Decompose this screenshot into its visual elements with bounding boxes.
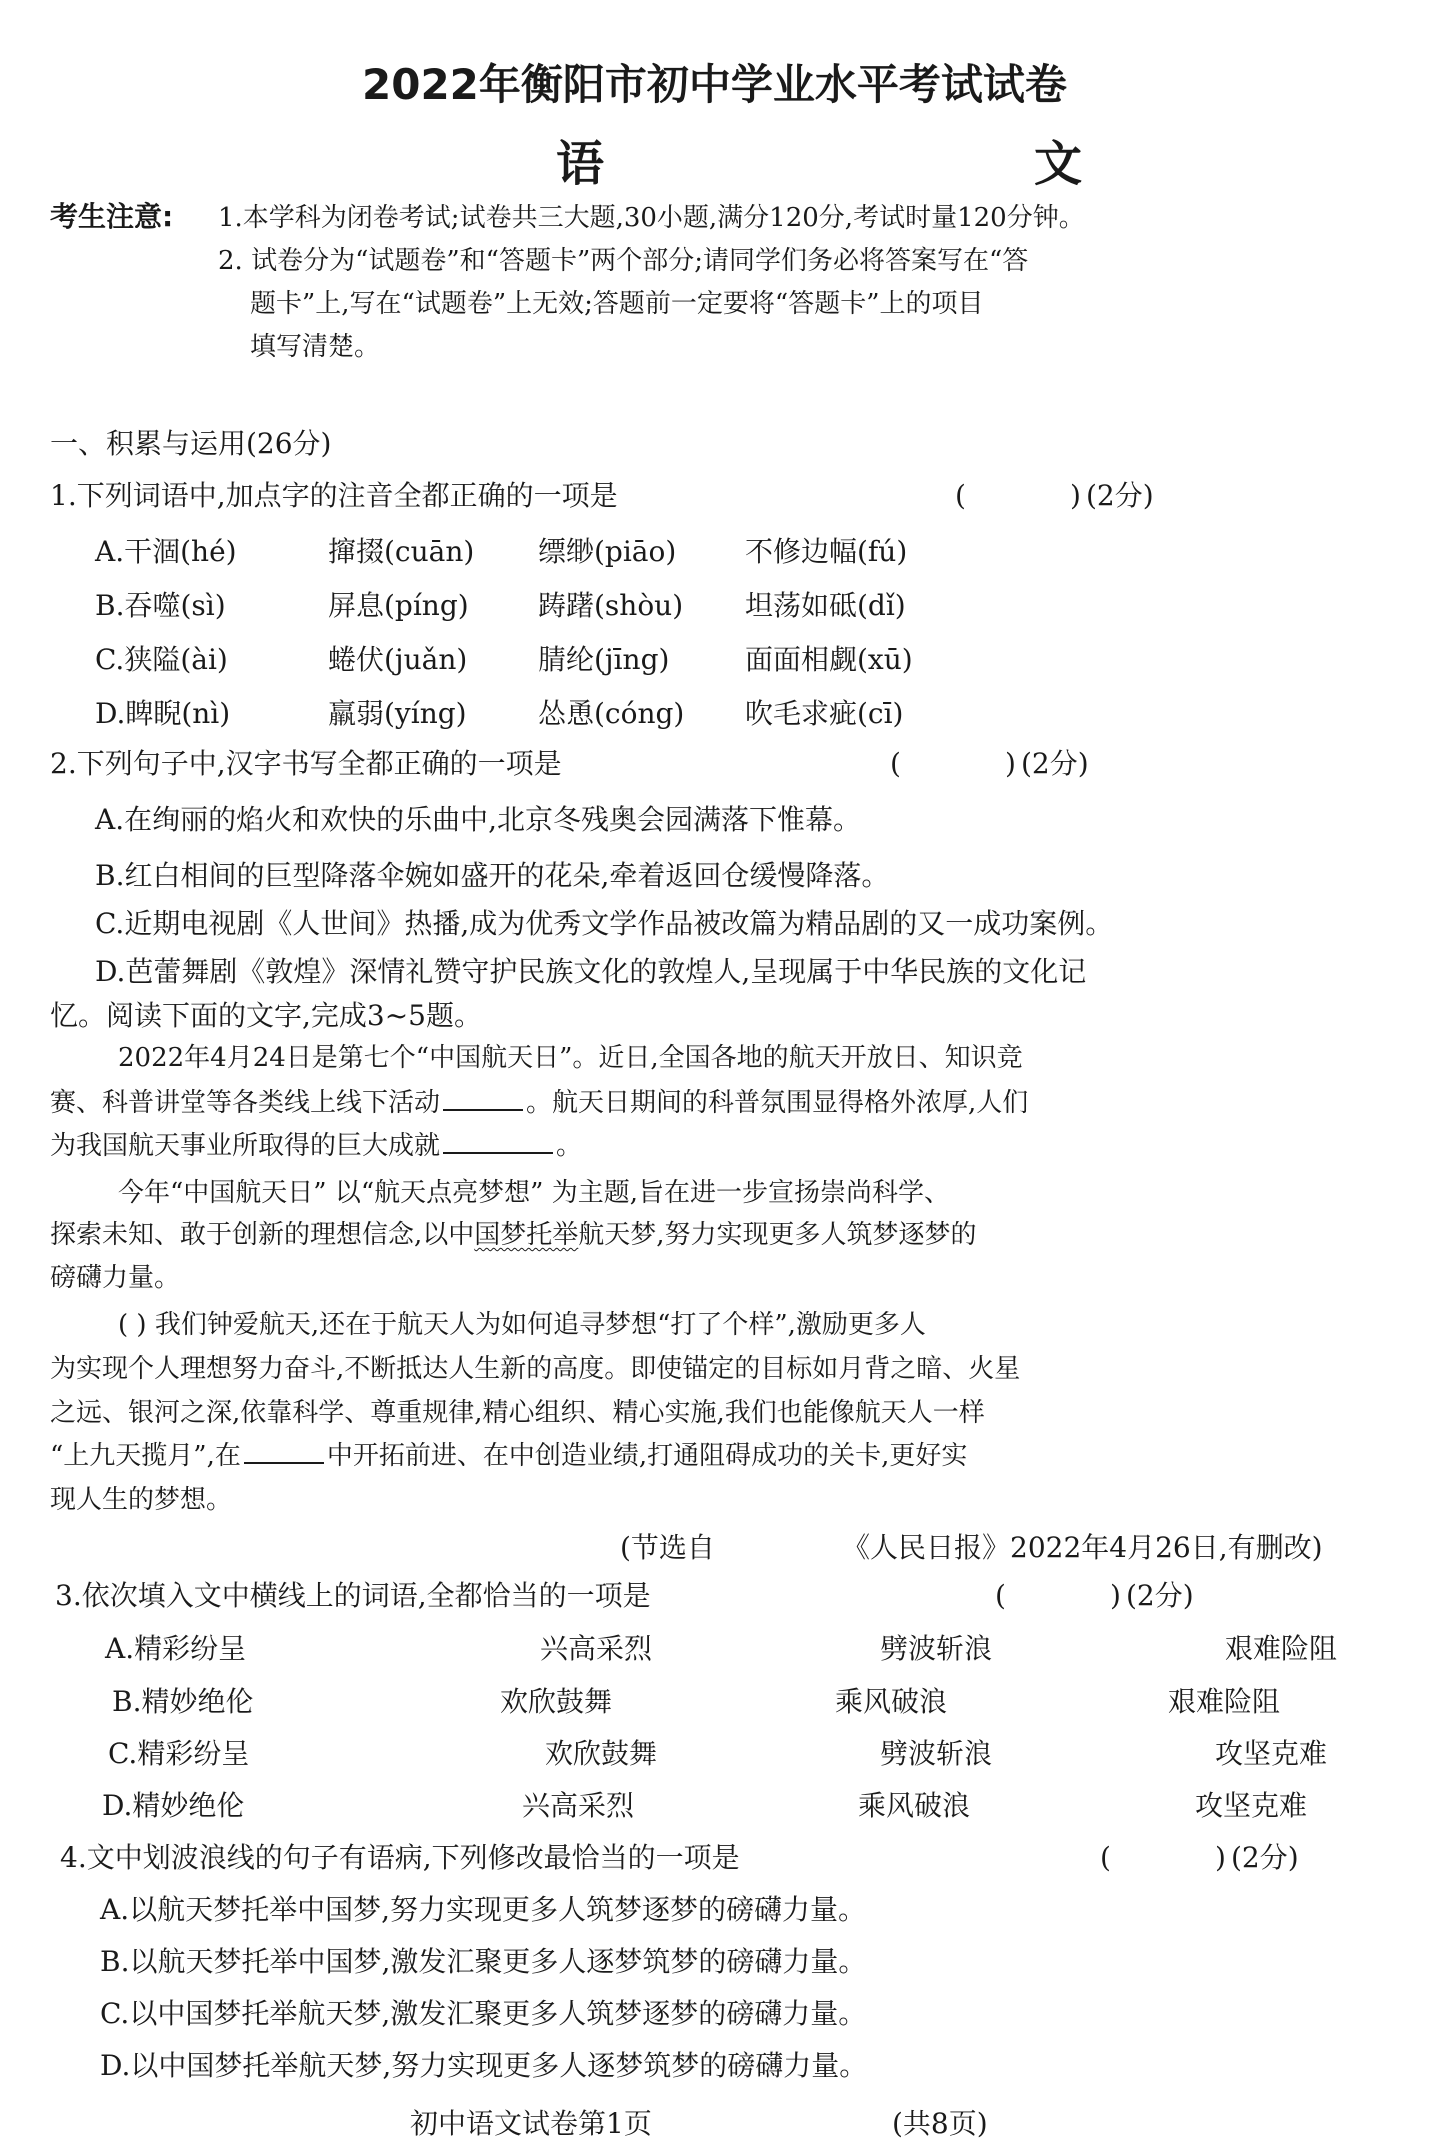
q1-option-b-2: 屏息(píng) (328, 589, 469, 622)
q4-option-b: B.以航天梦托举中国梦,激发汇聚更多人逐梦筑梦的磅礴力量。 (100, 1945, 867, 1978)
subject-char-2: 文 (1034, 136, 1083, 192)
q1-option-c-2: 蜷伏(juǎn) (328, 643, 468, 676)
blank-line-2 (443, 1151, 553, 1154)
q4-paren-close: ) (1215, 1841, 1226, 1874)
passage-line: 磅礴力量。 (50, 1263, 181, 1293)
q3-stem: 3.依次填入文中横线上的词语,全都恰当的一项是 (55, 1579, 651, 1612)
blank-line-3 (244, 1461, 324, 1464)
q1-option-b-3: 踌躇(shòu) (538, 589, 684, 622)
q3-option-c-3: 劈波斩浪 (880, 1737, 993, 1770)
q1-stem: 1.下列词语中,加点字的注音全都正确的一项是 (50, 479, 618, 512)
q2-paren-open: ( (890, 747, 901, 780)
q3-option-a-3: 劈波斩浪 (880, 1632, 993, 1665)
q1-option-b-1: B.吞噬(sì) (95, 589, 226, 622)
q3-option-c-4: 攻坚克难 (1215, 1737, 1328, 1770)
notice-line-3: 题卡”上,写在“试题卷”上无效;答题前一定要将“答题卡”上的项目 (250, 289, 984, 319)
q3-option-a-4: 艰难险阻 (1225, 1632, 1338, 1665)
q3-option-a-2: 兴高采烈 (540, 1632, 653, 1665)
passage-line: 赛、科普讲堂等各类线上线下活动 。航天日期间的科普氛围显得格外浓厚,人们 (50, 1088, 1029, 1118)
q2-option-a: A.在绚丽的焰火和欢快的乐曲中,北京冬残奥会园满落下惟幕。 (95, 803, 862, 836)
q2-option-c: C.近期电视剧《人世间》热播,成为优秀文学作品被改篇为精品剧的又一成功案例。 (95, 907, 1114, 940)
q1-option-d-2: 羸弱(yíng) (328, 697, 467, 730)
q3-option-d-4: 攻坚克难 (1195, 1789, 1308, 1822)
q2-option-d: D.芭蕾舞剧《敦煌》深情礼赞守护民族文化的敦煌人,呈现属于中华民族的文化记 (95, 955, 1087, 988)
q1-option-a-1: A.干涸(hé) (95, 535, 237, 568)
q3-paren-close: ) (1110, 1579, 1121, 1612)
passage-line: 2022年4月24日是第七个“中国航天日”。近日,全国各地的航天开放日、知识竞 (118, 1043, 1023, 1073)
footer-total-pages: (共8页) (892, 2107, 988, 2140)
q1-score: (2分) (1086, 479, 1154, 512)
q2-score: (2分) (1021, 747, 1089, 780)
passage-line: ( ) 我们钟爱航天,还在于航天人为如何追寻梦想“打了个样”,激励更多人 (118, 1310, 926, 1340)
passage-line: “上九天揽月”,在 中开拓前进、在中创造业绩,打通阻碍成功的关卡,更好实 (50, 1441, 968, 1471)
notice-label: 考生注意: (50, 200, 174, 233)
q4-score: (2分) (1231, 1841, 1299, 1874)
passage-line: 探索未知、敢于创新的理想信念,以中国梦托举航天梦,努力实现更多人筑梦逐梦的 (50, 1220, 977, 1250)
blank-line-1 (443, 1108, 523, 1111)
passage-line: 现人生的梦想。 (50, 1485, 233, 1515)
q1-option-a-4: 不修边幅(fú) (745, 535, 908, 568)
q4-paren-open: ( (1100, 1841, 1111, 1874)
section-title: 一、积累与运用(26分) (50, 427, 332, 460)
q3-option-d-2: 兴高采烈 (522, 1789, 635, 1822)
q3-paren-open: ( (995, 1579, 1006, 1612)
q3-option-b-1: B.精妙绝伦 (112, 1685, 254, 1718)
q3-option-d-3: 乘风破浪 (858, 1789, 971, 1822)
q4-option-a: A.以航天梦托举中国梦,努力实现更多人筑梦逐梦的磅礴力量。 (100, 1893, 867, 1926)
footer-page-label: 初中语文试卷第1页 (410, 2107, 652, 2140)
q1-option-b-4: 坦荡如砥(dǐ) (745, 589, 906, 622)
source-citation: 《人民日报》2022年4月26日,有删改) (842, 1531, 1323, 1564)
q1-option-d-3: 怂恿(cóng) (538, 697, 685, 730)
exam-title: 2022年衡阳市初中学业水平考试试卷 (362, 60, 1067, 109)
q3-score: (2分) (1126, 1579, 1194, 1612)
q1-option-d-4: 吹毛求疵(cī) (745, 697, 904, 730)
source-prefix: (节选自 (620, 1531, 715, 1564)
q1-option-c-1: C.狭隘(ài) (95, 643, 228, 676)
q3-option-b-4: 艰难险阻 (1168, 1685, 1281, 1718)
passage-line: 为实现个人理想努力奋斗,不断抵达人生新的高度。即使锚定的目标如月背之暗、火星 (50, 1354, 1021, 1384)
q1-option-a-2: 撺掇(cuān) (328, 535, 475, 568)
q3-option-b-3: 乘风破浪 (835, 1685, 948, 1718)
q3-option-c-2: 欢欣鼓舞 (545, 1737, 658, 1770)
notice-line-4: 填写清楚。 (250, 332, 381, 362)
passage-line: 为我国航天事业所取得的巨大成就 。 (50, 1131, 583, 1161)
q2-option-b: B.红白相间的巨型降落伞婉如盛开的花朵,牵着返回仓缓慢降落。 (95, 859, 890, 892)
q1-option-a-3: 缥缈(piāo) (538, 535, 677, 568)
q4-option-d: D.以中国梦托举航天梦,努力实现更多人逐梦筑梦的磅礴力量。 (100, 2049, 868, 2082)
q2-paren-close: ) (1005, 747, 1016, 780)
q2-option-d-continued: 忆。阅读下面的文字,完成3~5题。 (50, 999, 482, 1032)
q2-stem: 2.下列句子中,汉字书写全都正确的一项是 (50, 747, 562, 780)
notice-line-2: 2. 试卷分为“试题卷”和“答题卡”两个部分;请同学们务必将答案写在“答 (218, 246, 1029, 276)
q3-option-b-2: 欢欣鼓舞 (500, 1685, 613, 1718)
q3-option-d-1: D.精妙绝伦 (102, 1789, 245, 1822)
q3-option-c-1: C.精彩纷呈 (108, 1737, 250, 1770)
passage-line: 今年“中国航天日” 以“航天点亮梦想” 为主题,旨在进一步宣扬崇尚科学、 (118, 1178, 950, 1208)
notice-line-1: 1.本学科为闭卷考试;试卷共三大题,30小题,满分120分,考试时量120分钟。 (218, 203, 1085, 233)
wavy-underlined-text: 国梦托举 (474, 1220, 579, 1250)
q3-option-a-1: A.精彩纷呈 (105, 1632, 247, 1665)
passage-line: 之远、银河之深,依靠科学、尊重规律,精心组织、精心实施,我们也能像航天人一样 (50, 1398, 985, 1428)
q4-stem: 4.文中划波浪线的句子有语病,下列修改最恰当的一项是 (60, 1841, 740, 1874)
q1-option-c-4: 面面相觑(xū) (745, 643, 913, 676)
q4-option-c: C.以中国梦托举航天梦,激发汇聚更多人筑梦逐梦的磅礴力量。 (100, 1997, 867, 2030)
q1-paren-close: ) (1070, 479, 1081, 512)
q1-paren-open: ( (955, 479, 966, 512)
q1-option-c-3: 腈纶(jīng) (538, 643, 670, 676)
subject-char-1: 语 (556, 136, 605, 192)
q1-option-d-1: D.睥睨(nì) (95, 697, 231, 730)
